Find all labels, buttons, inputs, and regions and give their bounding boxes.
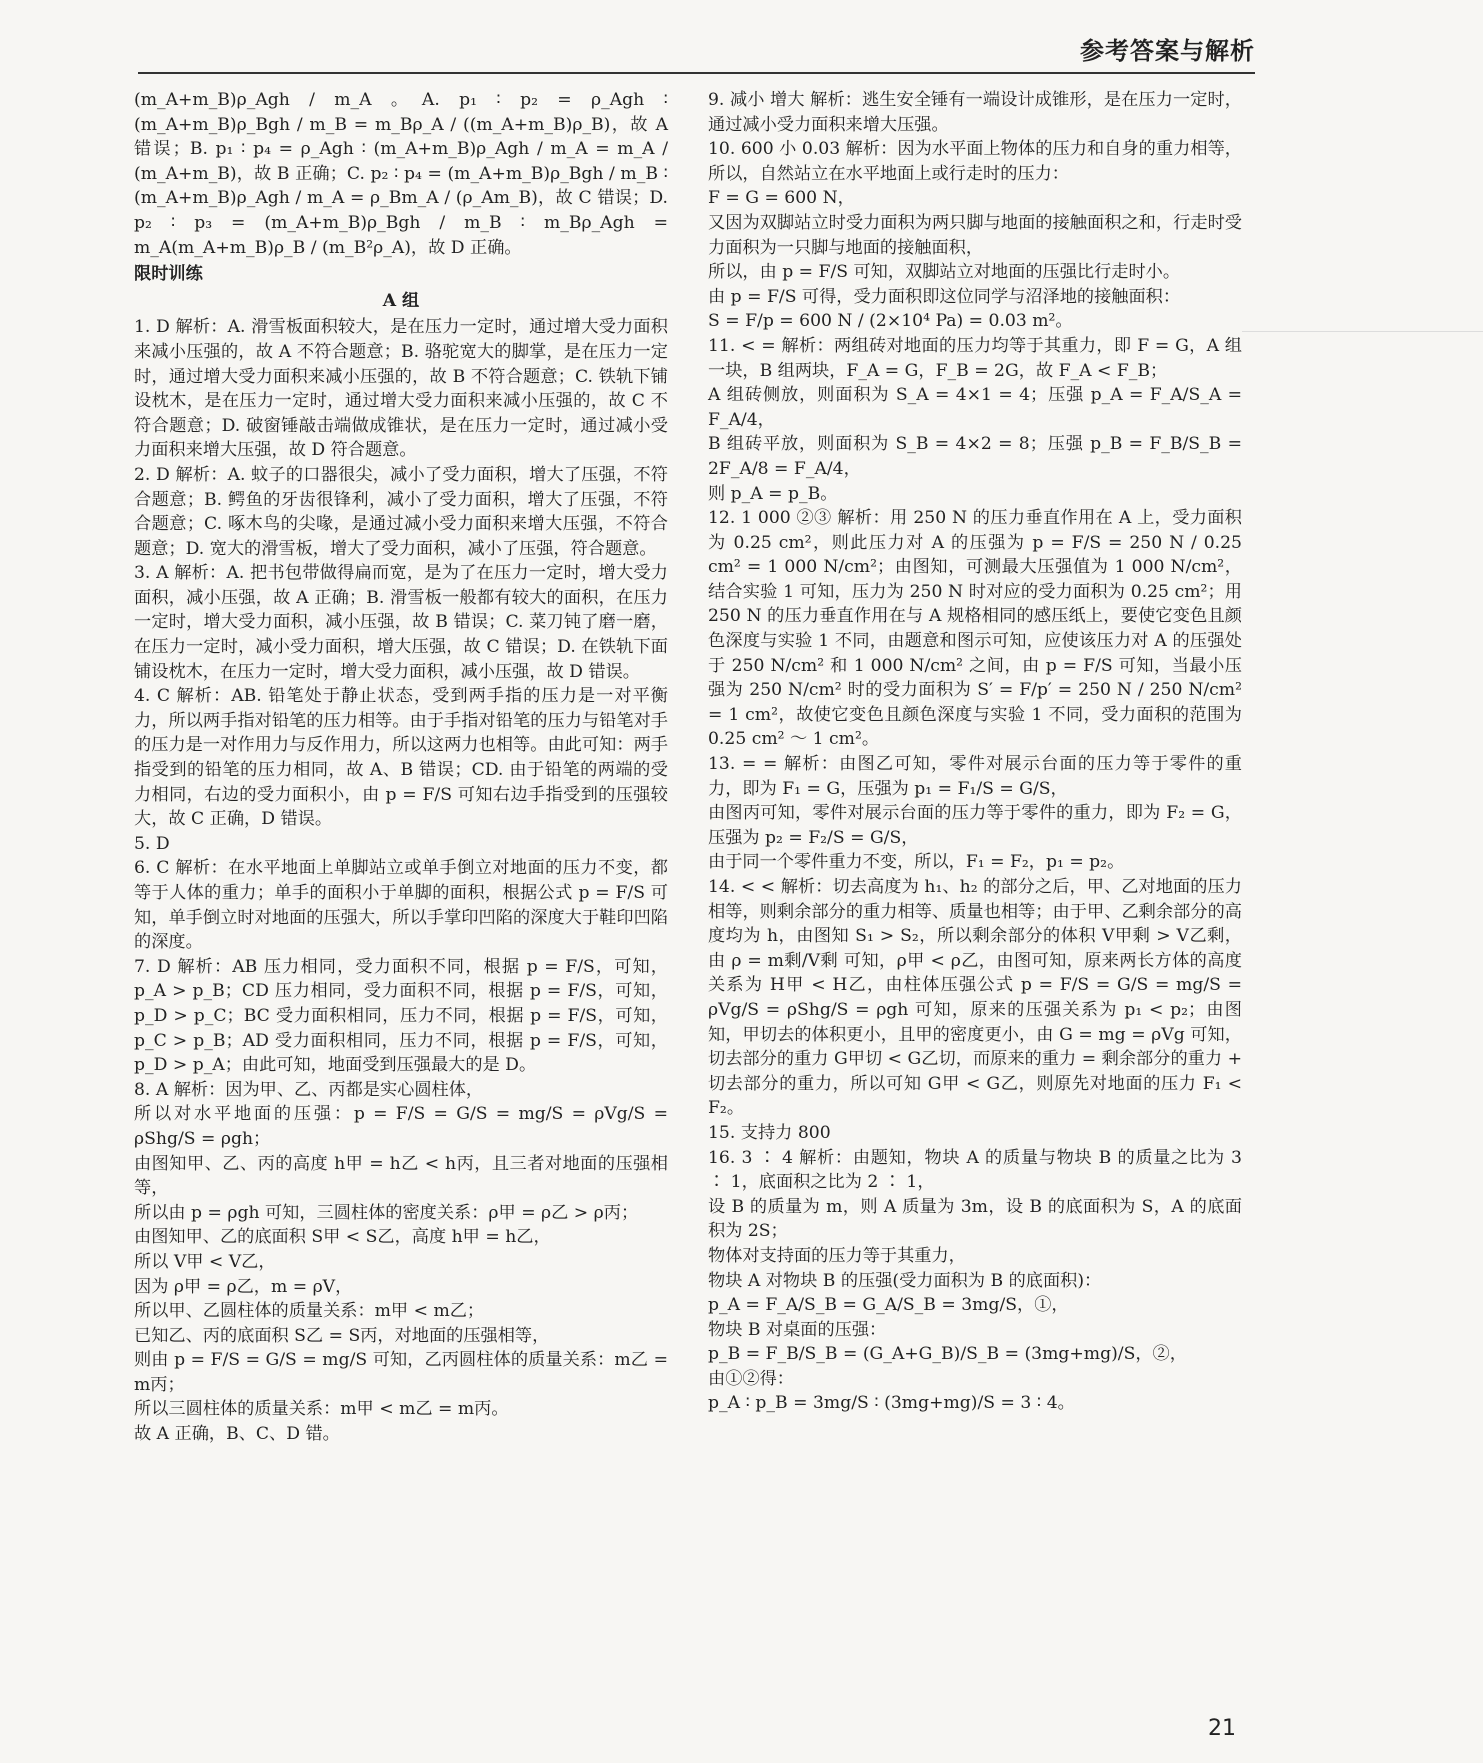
answer-paragraph: 因为 ρ甲 = ρ乙，m = ρV，: [134, 1276, 353, 1297]
answer-paragraph: 12. 1 000 ②③ 解析：用 250 N 的压力垂直作用在 A 上，受力面积为 0.25 cm²，则此压力对 A 的压强为 p = F/S = 250 N / 0.25 cm² = 1 000 N/cm²；由图知，可测最大压强值为 1 000 N/cm²，结合实验 1 可知，压力为 250 N 时对应的受力面积为 0.25 cm²；用 250 N 的压力垂直作用在与 A 规格相同的感压纸上，要使它变色且颜色深度与实验 1 不同，由题意和图示可知，应使该压力对 A 的压强处于 250 N/cm² 和 1 000 N/cm² 之间，由 p = F/S 可知，当最小压强为 250 N/cm² 时的受力面积为 S′ = F/p′ = 250 N / 250 N/cm² = 1 cm²，故使它变色且颜色深度与实验 1 不同，受力面积的范围为 0.25 cm² ～ 1 cm²。: [708, 508, 1242, 750]
answer-paragraph: F = G = 600 N，: [708, 188, 855, 209]
answer-paragraph: (m_A+m_B)ρ_Agh / m_A 。A. p₁ ∶ p₂ = ρ_Agh ∶ (m_A+m_B)ρ_Bgh / m_B = m_Bρ_A / ((m_A+m_B)ρ_B)，故 A 错误；B. p₁ ∶ p₄ = ρ_Agh ∶ (m_A+m_B)ρ_Agh / m_A = m_A / (m_A+m_B)，故 B 正确；C. p₂ ∶ p₄ = (m_A+m_B)ρ_Bgh / m_B ∶ (m_A+m_B)ρ_Agh / m_A = ρ_Bm_A / (ρ_Am_B)，故 C 错误；D. p₂ ∶ p₃ = (m_A+m_B)ρ_Bgh / m_B ∶ m_Bρ_Agh = m_A(m_A+m_B)ρ_B / (m_B²ρ_A)，故 D 正确。: [134, 90, 668, 258]
answer-paragraph: 所以三圆柱体的质量关系：m甲 < m乙 = m丙。: [134, 1399, 509, 1420]
header-title: 参考答案与解析: [1080, 37, 1255, 65]
answer-paragraph: 由图知甲、乙的底面积 S甲 < S乙，高度 h甲 = h乙，: [134, 1227, 551, 1248]
answer-paragraph: 所以 V甲 < V乙，: [134, 1251, 276, 1272]
answer-paragraph: 5. D: [134, 833, 170, 854]
answer-paragraph: 所以由 p = ρgh 可知，三圆柱体的密度关系：ρ甲 = ρ乙 > ρ丙；: [134, 1202, 639, 1223]
page-header: [138, 28, 1255, 74]
answer-paragraph: 所以，由 p = F/S 可知，双脚站立对地面的压强比行走时小。: [708, 262, 1181, 283]
answer-paragraph: 13. = = 解析：由图乙可知，零件对展示台面的压力等于零件的重力，即为 F₁ = G，压强为 p₁ = F₁/S = G/S，: [708, 754, 1242, 799]
answer-paragraph: 2. D 解析：A. 蚊子的口器很尖，减小了受力面积，增大了压强，不符合题意；B. 鳄鱼的牙齿很锋利，减小了受力面积，增大了压强，不符合题意；C. 啄木鸟的尖喙，是通过减小受力面积来增大压强，不符合题意；D. 宽大的滑雪板，增大了受力面积，减小了压强，符合题意。: [134, 464, 668, 559]
scan-artifact-line: [1242, 331, 1483, 332]
answer-paragraph: 1. D 解析：A. 滑雪板面积较大，是在压力一定时，通过增大受力面积来减小压强的，故 A 不符合题意；B. 骆驼宽大的脚掌，是在压力一定时，通过增大受力面积来减小压强的，故 B 不符合题意；C. 铁轨下铺设枕木，是在压力一定时，通过增大受力面积来减小压强的，故 C 不符合题意；D. 破窗锤敲击端做成锥状，是在压力一定时，通过减小受力面积来增大压强，故 D 符合题意。: [134, 317, 668, 461]
answer-paragraph: 故 A 正确，B、C、D 错。: [134, 1424, 340, 1445]
answer-paragraph: B 组砖平放，则面积为 S_B = 4×2 = 8；压强 p_B = F_B/S_B = 2F_A/8 = F_A/4，: [708, 434, 1242, 479]
answer-paragraph: p_A = F_A/S_B = G_A/S_B = 3mg/S，①，: [708, 1295, 1069, 1316]
answer-paragraph: 8. A 解析：因为甲、乙、丙都是实心圆柱体，: [134, 1079, 484, 1100]
answer-paragraph: 又因为双脚站立时受力面积为两只脚与地面的接触面积之和，行走时受力面积为一只脚与地面的接触面积，: [708, 212, 1242, 258]
answer-paragraph: A 组砖侧放，则面积为 S_A = 4×1 = 4；压强 p_A = F_A/S_A = F_A/4，: [708, 385, 1242, 430]
answer-paragraph: p_B = F_B/S_B = (G_A+G_B)/S_B = (3mg+mg)/S，②，: [708, 1344, 1187, 1365]
group-title: A 组: [382, 290, 420, 311]
answer-paragraph: 11. < = 解析：两组砖对地面的压力均等于其重力，即 F = G，A 组一块，B 组两块，F_A = G，F_B = 2G，故 F_A < F_B；: [708, 335, 1242, 381]
answer-paragraph: 物体对支持面的压力等于其重力，: [708, 1245, 966, 1266]
answer-paragraph: 设 B 的质量为 m，则 A 质量为 3m，设 B 的底面积为 S，A 的底面积为 2S；: [708, 1196, 1242, 1242]
answer-paragraph: 由于同一个零件重力不变，所以，F₁ = F₂，p₁ = p₂。: [708, 852, 1125, 873]
answer-paragraph: p_A ∶ p_B = 3mg/S ∶ (3mg+mg)/S = 3 ∶ 4。: [708, 1393, 1075, 1414]
answer-paragraph: 物块 B 对桌面的压强：: [708, 1319, 887, 1340]
answer-paragraph: 所以甲、乙圆柱体的质量关系：m甲 < m乙；: [134, 1301, 485, 1322]
left-column: [134, 88, 668, 1447]
answer-paragraph: 15. 支持力 800: [708, 1122, 831, 1143]
answer-paragraph: 16. 3 ∶ 4 解析：由题知，物块 A 的质量与物块 B 的质量之比为 3 ∶ 1，底面积之比为 2 ∶ 1，: [708, 1147, 1242, 1193]
answer-paragraph: 则由 p = F/S = G/S = mg/S 可知，乙丙圆柱体的质量关系：m乙 = m丙；: [134, 1350, 668, 1395]
answer-paragraph: 10. 600 小 0.03 解析：因为水平面上物体的压力和自身的重力相等，所以，自然站立在水平地面上或行走时的压力：: [708, 139, 1242, 184]
answer-paragraph: 则 p_A = p_B。: [708, 483, 838, 504]
answer-paragraph: 3. A 解析：A. 把书包带做得扁而宽，是为了在压力一定时，增大受力面积，减小压强，故 A 正确；B. 滑雪板一般都有较大的面积，在压力一定时，增大受力面积，减小压强，故 B 错误；C. 菜刀钝了磨一磨，在压力一定时，减小受力面积，增大压强，故 C 错误；D. 在铁轨下面铺设枕木，在压力一定时，增大受力面积，减小压强，故 D 错误。: [134, 563, 668, 682]
right-column: [708, 88, 1242, 1416]
answer-paragraph: 4. C 解析：AB. 铅笔处于静止状态，受到两手指的压力是一对平衡力，所以两手指对铅笔的压力相等。由于手指对铅笔的压力与铅笔对手的压力是一对作用力与反作用力，所以这两力也相等。由此可知：两手指受到的铅笔的压力相同，故 A、B 错误；CD. 由于铅笔的两端的受力相同，右边的受力面积小，由 p = F/S 可知右边手指受到的压强较大，故 C 正确，D 错误。: [134, 686, 668, 830]
answer-paragraph: 由图知甲、乙、丙的高度 h甲 = h乙 < h丙，且三者对地面的压强相等，: [134, 1153, 668, 1199]
answer-paragraph: 6. C 解析：在水平地面上单脚站立或单手倒立对地面的压力不变，都等于人体的重力；单手的面积小于单脚的面积，根据公式 p = F/S 可知，单手倒立时对地面的压强大，所以手掌印凹陷的深度大于鞋印凹陷的深度。: [134, 858, 668, 953]
answer-paragraph: S = F/p = 600 N / (2×10⁴ Pa) = 0.03 m²。: [708, 311, 1073, 332]
section-title: 限时训练: [134, 264, 203, 285]
page-number: 21: [1208, 1716, 1236, 1741]
answer-paragraph: 物块 A 对物块 B 的压强(受力面积为 B 的底面积)：: [708, 1270, 1102, 1291]
answer-paragraph: 7. D 解析：AB 压力相同，受力面积不同，根据 p = F/S，可知，p_A > p_B；CD 压力相同，受力面积不同，根据 p = F/S，可知，p_D > p_C；BC 受力面积相同，压力不同，根据 p = F/S，可知，p_C > p_B；AD 受力面积相同，压力不同，根据 p = F/S，可知，p_D > p_A；由此可知，地面受到压强最大的是 D。: [134, 956, 668, 1076]
answer-paragraph: 由图丙可知，零件对展示台面的压力等于零件的重力，即为 F₂ = G，压强为 p₂ = F₂/S = G/S，: [708, 803, 1242, 848]
answer-paragraph: 14. < < 解析：切去高度为 h₁、h₂ 的部分之后，甲、乙对地面的压力相等，则剩余部分的重力相等、质量也相等；由于甲、乙剩余部分的高度均为 h，由图知 S₁ > S₂，所以剩余部分的体积 V甲剩 > V乙剩，由 ρ = m剩/V剩 可知，ρ甲 < ρ乙，由图可知，原来两长方体的高度关系为 H甲 < H乙，由柱体压强公式 p = F/S = G/S = mg/S = ρVg/S = ρShg/S = ρgh 可知，原来的压强关系为 p₁ < p₂；由图知，甲切去的体积更小，且甲的密度更小，由 G = mg = ρVg 可知，切去部分的重力 G甲切 < G乙切，而原来的重力 = 剩余部分的重力 + 切去部分的重力，所以可知 G甲 < G乙，则原先对地面的压力 F₁ < F₂。: [708, 877, 1242, 1119]
answer-paragraph: 所以对水平地面的压强：p = F/S = G/S = mg/S = ρVg/S = ρShg/S = ρgh；: [134, 1104, 668, 1149]
answer-paragraph: 由①②得：: [708, 1368, 794, 1389]
answer-paragraph: 由 p = F/S 可得，受力面积即这位同学与沼泽地的接触面积：: [708, 286, 1181, 307]
answer-paragraph: 已知乙、丙的底面积 S乙 = S丙，对地面的压强相等，: [134, 1325, 550, 1346]
answer-paragraph: 9. 减小 增大 解析：逃生安全锤有一端设计成锥形，是在压力一定时，通过减小受力面积来增大压强。: [708, 90, 1242, 135]
